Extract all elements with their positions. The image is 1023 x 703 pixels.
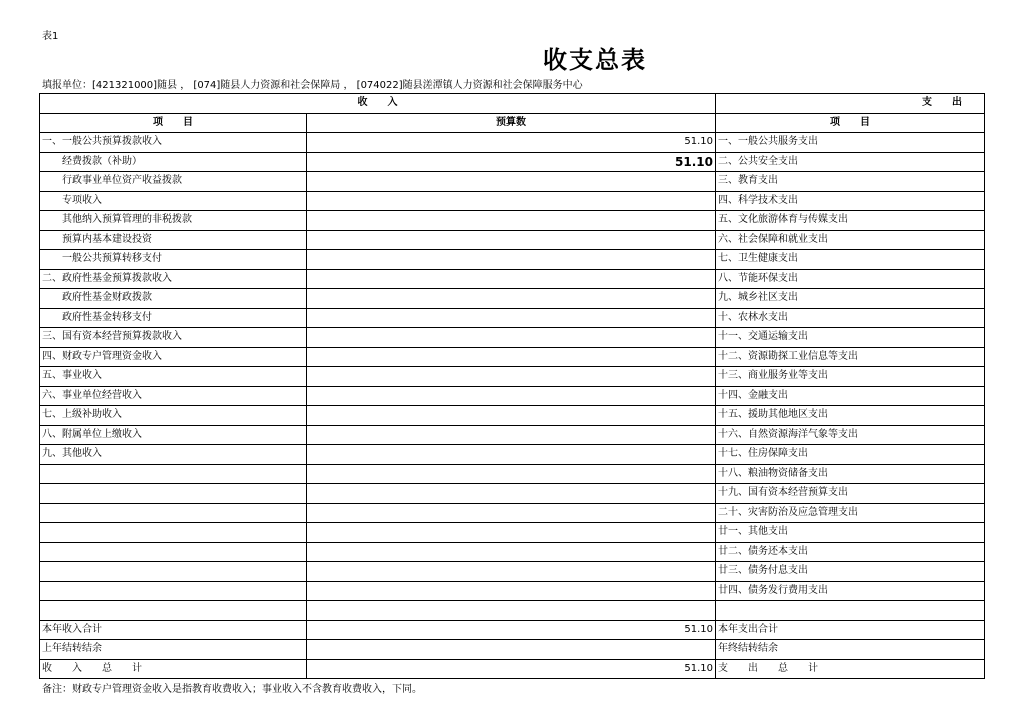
income-item-cell — [40, 464, 307, 484]
income-item-cell: 行政事业单位资产收益拨款 — [40, 172, 307, 192]
income-item-cell: 收 入 总 计 — [40, 659, 307, 679]
budget-amount-cell — [307, 484, 716, 504]
income-item-cell — [40, 601, 307, 621]
income-item-cell: 专项收入 — [40, 191, 307, 211]
income-item-cell: 一般公共预算转移支付 — [40, 250, 307, 270]
budget-amount-cell — [307, 523, 716, 543]
budget-amount-cell — [307, 503, 716, 523]
table-row — [40, 464, 985, 484]
expense-item-cell: 六、社会保障和就业支出 — [716, 230, 985, 250]
expense-item-cell: 廿一、其他支出 — [716, 523, 985, 543]
budget-amount-cell — [307, 347, 716, 367]
table-row — [40, 659, 985, 679]
budget-header: 预算数 — [307, 113, 716, 133]
budget-amount-cell — [307, 328, 716, 348]
budget-amount-cell — [307, 640, 716, 660]
table-row — [40, 191, 985, 211]
income-item-cell — [40, 503, 307, 523]
budget-amount-cell — [307, 386, 716, 406]
expense-item-cell: 十六、自然资源海洋气象等支出 — [716, 425, 985, 445]
income-item-cell: 其他纳入预算管理的非税拨款 — [40, 211, 307, 231]
expense-item-cell: 九、城乡社区支出 — [716, 289, 985, 309]
budget-amount-cell — [307, 191, 716, 211]
table-row — [40, 445, 985, 465]
income-item-cell: 一、一般公共预算拨款收入 — [40, 133, 307, 153]
income-group-header: 收 入 — [40, 94, 716, 114]
budget-amount-cell — [307, 406, 716, 426]
table-row — [40, 152, 985, 172]
budget-amount-cell — [307, 269, 716, 289]
income-item-cell — [40, 542, 307, 562]
budget-amount-cell — [307, 308, 716, 328]
table-row — [40, 406, 985, 426]
budget-amount-cell — [307, 562, 716, 582]
income-item-cell — [40, 523, 307, 543]
income-item-cell: 七、上级补助收入 — [40, 406, 307, 426]
income-item-header: 项 目 — [40, 113, 307, 133]
income-item-cell: 二、政府性基金预算拨款收入 — [40, 269, 307, 289]
budget-amount-cell — [307, 464, 716, 484]
income-item-cell — [40, 562, 307, 582]
income-item-cell — [40, 581, 307, 601]
table-row — [40, 542, 985, 562]
table-row — [40, 172, 985, 192]
table-row — [40, 640, 985, 660]
income-item-cell: 五、事业收入 — [40, 367, 307, 387]
expense-item-cell: 本年支出合计 — [716, 620, 985, 640]
expense-item-cell: 十八、粮油物资储备支出 — [716, 464, 985, 484]
table-row — [40, 308, 985, 328]
income-item-cell: 经费拨款（补助） — [40, 152, 307, 172]
expense-item-cell: 三、教育支出 — [716, 172, 985, 192]
income-item-cell: 政府性基金财政拨款 — [40, 289, 307, 309]
budget-amount-cell — [307, 211, 716, 231]
expense-item-cell: 十七、住房保障支出 — [716, 445, 985, 465]
expense-item-cell: 八、节能环保支出 — [716, 269, 985, 289]
income-item-cell: 政府性基金转移支付 — [40, 308, 307, 328]
budget-amount-cell: 51.10 — [307, 152, 716, 172]
expense-item-cell: 十五、援助其他地区支出 — [716, 406, 985, 426]
table-row — [40, 269, 985, 289]
table-row — [40, 230, 985, 250]
expense-item-cell: 廿二、债务还本支出 — [716, 542, 985, 562]
table-row — [40, 133, 985, 153]
table-row — [40, 425, 985, 445]
income-item-cell: 九、其他收入 — [40, 445, 307, 465]
expense-item-cell: 十三、商业服务业等支出 — [716, 367, 985, 387]
table-row — [40, 386, 985, 406]
budget-amount-cell: 51.10 — [307, 620, 716, 640]
budget-amount-cell — [307, 425, 716, 445]
income-item-cell: 预算内基本建设投资 — [40, 230, 307, 250]
table-row — [40, 484, 985, 504]
budget-amount-cell — [307, 367, 716, 387]
budget-amount-cell — [307, 601, 716, 621]
budget-amount-cell — [307, 445, 716, 465]
expense-item-cell: 十四、金融支出 — [716, 386, 985, 406]
table-row — [40, 211, 985, 231]
table-row — [40, 503, 985, 523]
expense-item-cell: 二十、灾害防治及应急管理支出 — [716, 503, 985, 523]
expense-item-cell: 一、一般公共服务支出 — [716, 133, 985, 153]
budget-amount-cell — [307, 230, 716, 250]
expense-item-cell: 十、农林水支出 — [716, 308, 985, 328]
income-item-cell: 六、事业单位经营收入 — [40, 386, 307, 406]
expense-item-cell: 五、文化旅游体育与传媒支出 — [716, 211, 985, 231]
expense-item-cell — [716, 601, 985, 621]
budget-amount-cell — [307, 581, 716, 601]
expense-item-cell: 十二、资源勘探工业信息等支出 — [716, 347, 985, 367]
budget-amount-cell: 51.10 — [307, 133, 716, 153]
expense-item-cell: 四、科学技术支出 — [716, 191, 985, 211]
budget-amount-cell — [307, 289, 716, 309]
table-row — [40, 328, 985, 348]
table-row — [40, 289, 985, 309]
income-item-cell: 上年结转结余 — [40, 640, 307, 660]
budget-amount-cell — [307, 250, 716, 270]
reporting-unit: 填报单位：[421321000]随县 ， [074]随县人力资源和社会保障局 ， [074022]随县溠潭镇人力资源和社会保障服务中心 — [42, 80, 583, 91]
table-row — [40, 562, 985, 582]
expense-item-cell: 年终结转结余 — [716, 640, 985, 660]
expense-item-cell: 十一、交通运输支出 — [716, 328, 985, 348]
footnote: 备注：财政专户管理资金收入是指教育收费收入；事业收入不含教育收费收入，下同。 — [42, 684, 422, 695]
expense-item-cell: 支 出 总 计 — [716, 659, 985, 679]
table-row — [40, 523, 985, 543]
income-item-cell — [40, 484, 307, 504]
expense-item-cell: 二、公共安全支出 — [716, 152, 985, 172]
budget-amount-cell: 51.10 — [307, 659, 716, 679]
expense-group-header: 支 出 — [716, 94, 985, 114]
budget-amount-cell — [307, 172, 716, 192]
table-row — [40, 367, 985, 387]
income-item-cell: 四、财政专户管理资金收入 — [40, 347, 307, 367]
income-item-cell: 三、国有资本经营预算拨款收入 — [40, 328, 307, 348]
income-item-cell: 本年收入合计 — [40, 620, 307, 640]
budget-amount-cell — [307, 542, 716, 562]
expense-item-cell: 十九、国有资本经营预算支出 — [716, 484, 985, 504]
income-item-cell: 八、附属单位上缴收入 — [40, 425, 307, 445]
table-row — [40, 620, 985, 640]
expense-item-cell: 廿三、债务付息支出 — [716, 562, 985, 582]
expense-item-header: 项 目 — [716, 113, 985, 133]
table-row — [40, 347, 985, 367]
table-row — [40, 581, 985, 601]
expense-item-cell: 七、卫生健康支出 — [716, 250, 985, 270]
expense-item-cell: 廿四、债务发行费用支出 — [716, 581, 985, 601]
table-row — [40, 601, 985, 621]
page-title: 收支总表 — [543, 45, 647, 74]
income-expense-table — [39, 93, 985, 679]
table-row — [40, 250, 985, 270]
table-number: 表1 — [42, 31, 59, 42]
